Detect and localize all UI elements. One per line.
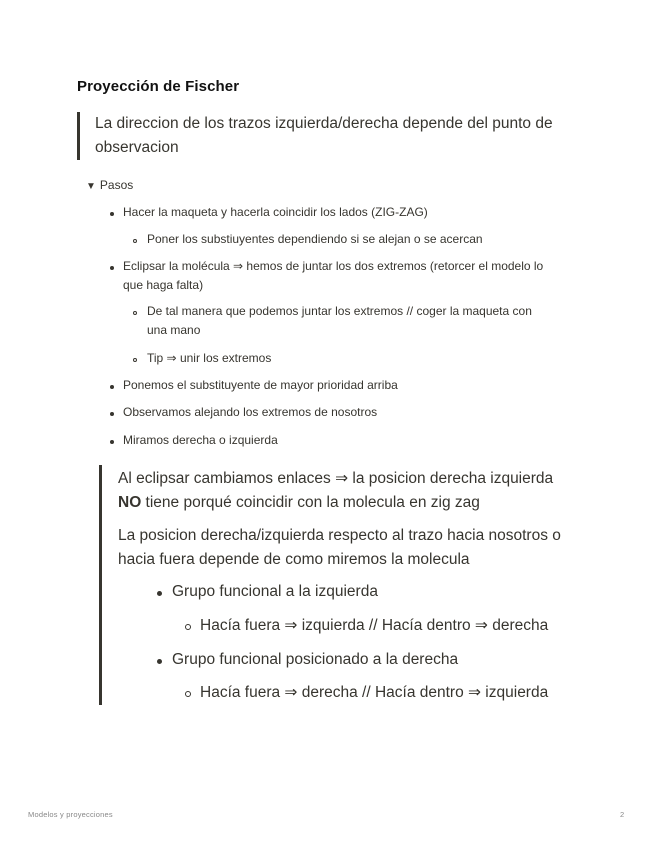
circle-bullet-icon: [133, 358, 137, 362]
quote-paragraph-line: hacia fuera depende de como miremos la molecula: [118, 551, 470, 568]
list-subitem: Tip ⇒ unir los extremos: [147, 351, 272, 365]
circle-bullet-icon: [133, 239, 137, 243]
list-item: Miramos derecha o izquierda: [123, 433, 278, 447]
circle-bullet-icon: [185, 691, 191, 697]
quote-list-item: Grupo funcional posicionado a la derecha: [172, 651, 459, 668]
footer-title: Modelos y proyecciones: [28, 810, 113, 819]
list-item: Ponemos el substituyente de mayor prioridad arriba: [123, 378, 398, 392]
list-subitem: Poner los substiuyentes dependiendo si se alejan o se acercan: [147, 232, 483, 246]
quote-list-item: Grupo funcional a la izquierda: [172, 583, 378, 600]
toggle-pasos[interactable]: [86, 178, 133, 192]
bullet-icon: [157, 591, 162, 596]
blockquote-observation: La direccion de los trazos izquierda/derecha depende del punto de observacion: [77, 112, 605, 160]
bullet-icon: [110, 412, 114, 416]
quote-list-subitem: Hacía fuera ⇒ derecha // Hacía dentro ⇒ izquierda: [200, 684, 549, 701]
bullet-icon: [157, 659, 162, 664]
list-subitem: De tal manera que podemos juntar los extremos // coger la maqueta con: [147, 304, 532, 318]
bullet-icon: [110, 440, 114, 444]
list-item: Hacer la maqueta y hacerla coincidir los lados (ZIG-ZAG): [123, 205, 428, 219]
list-item: Observamos alejando los extremos de nosotros: [123, 405, 378, 419]
section-heading: Proyección de Fischer: [77, 78, 240, 95]
circle-bullet-icon: [185, 624, 191, 630]
bullet-icon: [110, 266, 114, 270]
quote-paragraph-line: Al eclipsar cambiamos enlaces ⇒ la posicion derecha izquierda: [118, 470, 554, 487]
list-subitem-continuation: una mano: [147, 323, 201, 337]
toggle-label: Pasos: [99, 178, 134, 192]
list-item: Eclipsar la molécula ⇒ hemos de juntar los dos extremos (retorcer el modelo lo: [123, 259, 544, 273]
toggle-triangle-icon[interactable]: ▼: [86, 181, 96, 192]
bullet-icon: [110, 212, 114, 216]
bold-no: NO: [118, 494, 142, 511]
page-number: 2: [620, 810, 625, 819]
quote-paragraph-line: La posicion derecha/izquierda respecto al trazo hacia nosotros o: [118, 527, 561, 544]
quote-paragraph-line: NO tiene porqué coincidir con la molecula en zig zag: [118, 494, 480, 511]
quote-list-subitem: Hacía fuera ⇒ izquierda // Hacía dentro ⇒ derecha: [200, 617, 549, 634]
circle-bullet-icon: [133, 311, 137, 315]
bullet-icon: [110, 385, 114, 389]
list-item-continuation: que haga falta): [123, 278, 204, 292]
